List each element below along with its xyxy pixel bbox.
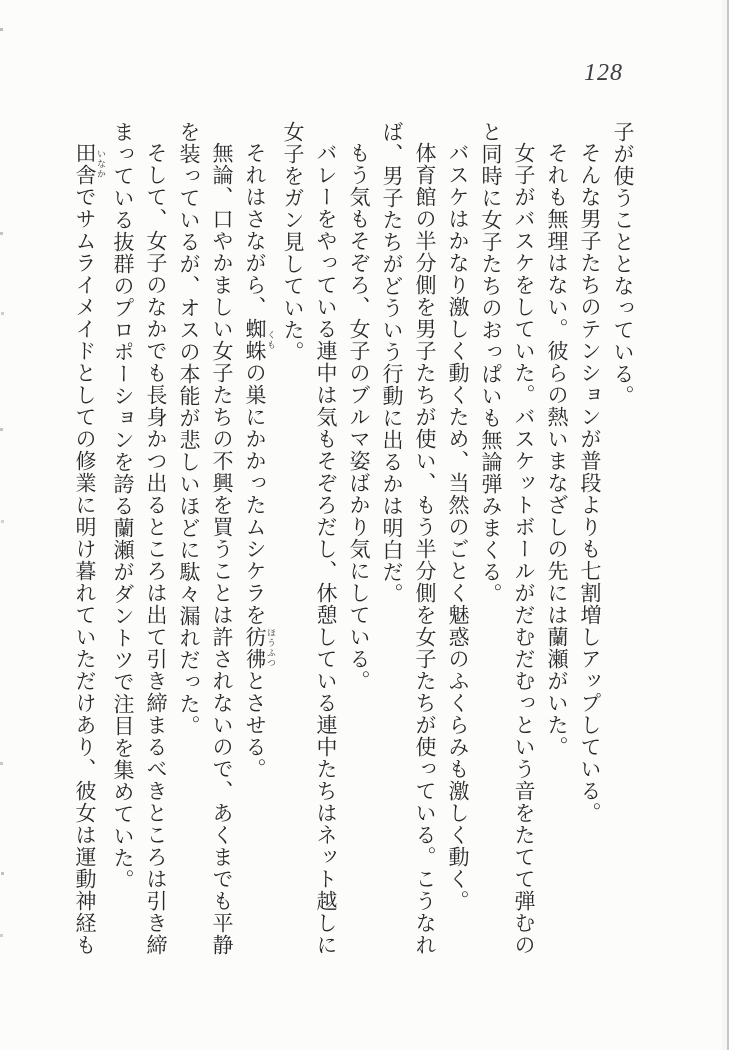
paragraph: 体育館の半分側を男子たちが使い、もう半分側を女子たちが使っている。こうなれば、男子たちがどういう行動に出るかは明白だ。 [380, 121, 437, 956]
ruby-annotated-word: 田舎 いなか [73, 142, 106, 186]
paragraph: もう気もそぞろ、女子のブルマ姿ばかり気にしている。 [347, 142, 371, 692]
furigana: ほうふつ [266, 626, 276, 670]
ruby-annotated-word: 彷彿 ほうふつ [243, 626, 276, 670]
paragraph: バレーをやっている連中は気もそぞろだし、休憩している連中たちはネット越しに女子をガン見していた。 [281, 121, 338, 956]
ruby-annotated-word: 蜘蛛 くも [243, 318, 276, 362]
furigana: いなか [96, 142, 106, 186]
page-number: 128 [584, 60, 623, 86]
text-block [68, 121, 639, 967]
scan-speck-artifacts [0, 0, 3, 3]
furigana: くも [266, 318, 276, 362]
paragraph: 田舎 いなかでサムライメイドとしての修業に明け暮れていただけあり、彼女は運動神経も [73, 142, 106, 956]
paragraph: それも無理はない。彼らの熱いまなざしの先には蘭瀬がいた。 [545, 142, 569, 758]
paragraph: 子が使うこととなっている。 [611, 121, 635, 407]
paragraph: バスケはかなり激しく動くため、当然のごとく魅惑のふくらみも激しく動く。 [446, 142, 470, 912]
paragraph: そんな男子たちのテンションが普段よりも七割増しアップしている。 [578, 142, 602, 824]
paragraph: 女子がバスケをしていた。バスケットボールがだむだむっという音をたてて弾むのと同時に女子たちのおっぱいも無論弾みまくる。 [479, 121, 536, 956]
paragraph: それはさながら、蜘蛛 くもの巣にかかったムシケラを彷彿 ほうふつとさせる。 [243, 142, 276, 780]
paragraph: そして、女子のなかでも長身かつ出るところは出て引き締まるべきところは引き締まっている抜群のプロポーションを誇る蘭瀬がダントツで注目を集めていた。 [111, 121, 168, 956]
paragraph: 無論、口やかましい女子たちの不興を買うことは許されないので、あくまでも平静を装っているが、オスの本能が悲しいほどに駄々漏れだった。 [177, 121, 234, 956]
